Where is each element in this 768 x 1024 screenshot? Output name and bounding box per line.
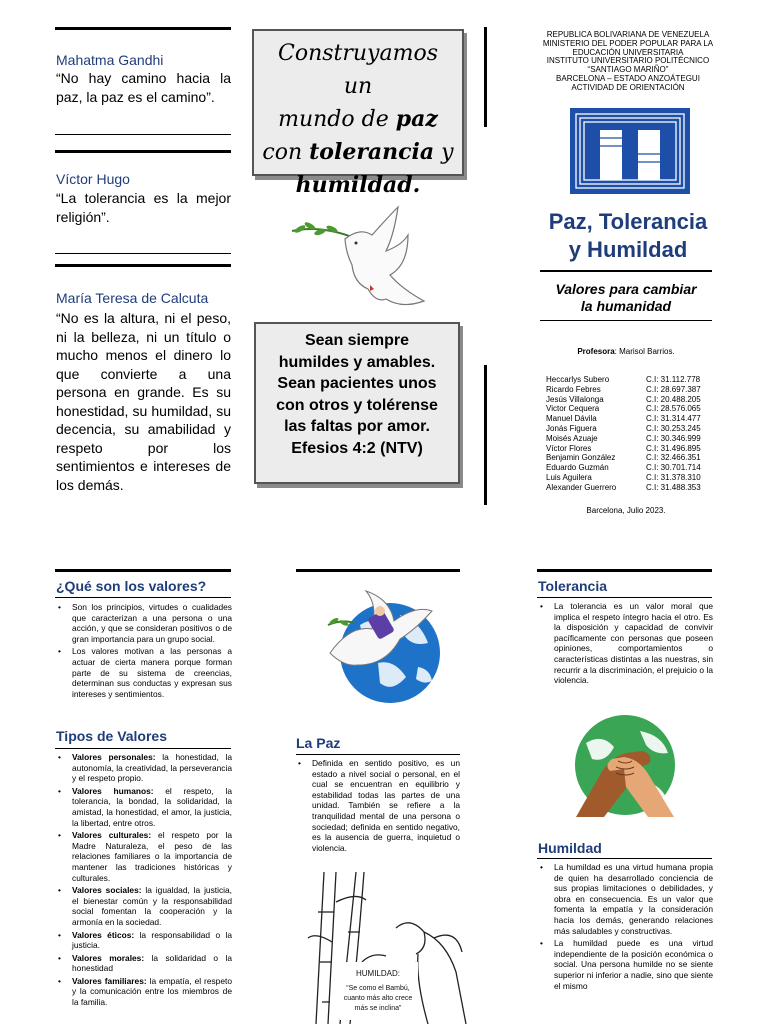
student-row — [546, 404, 701, 414]
list-item: • Definida en sentido positivo, es un estado a nivel social o personal, en el cual se encuentran en equilibrio y estabilidad todas las partes de una unidad. También se refiere a la tranquilidad mental de una persona o sociedad; definida en sentido negativo, es la ausencia de guerra, inquietud o violencia. — [296, 758, 460, 853]
value-type-description: el respeto por la Madre Naturaleza, el peso de las relaciones familiares o la importancia de mantener las tradiciones históricas y culturales. — [72, 830, 232, 883]
dove-illustration — [290, 205, 430, 315]
quote-text: “No hay camino hacia la paz, la paz es el camino”. — [56, 70, 231, 105]
drawing-caption: cuanto más alto crece — [343, 995, 413, 1002]
globe-dove-illustration — [320, 585, 442, 707]
drawing-caption: “Se como el Bambú, — [346, 985, 410, 992]
student-row — [546, 453, 701, 463]
professor: Profesora: Marisol Barrios. — [577, 347, 675, 356]
value-type-description: el respeto, la tolerancia, la bondad, la solidaridad, la amistad, la honestidad, el amor, la justicia, la libertad, entre otros. — [72, 785, 233, 828]
student-name: Luis Aguilera — [546, 472, 592, 482]
institution-header: REPUBLICA BOLIVARIANA DE VENEZUELA MINISTERIO DEL PODER POPULAR PARA LA EDUCACIÓN UNIVERSITARIA INSTITUTO UNIVERSITARIO POLITÉCNICO “SANTIAGO MARIÑO” BARCELONA – ESTADO ANZOÁTEGUI ACTIVIDAD DE ORIENTACIÓN — [542, 30, 714, 92]
student-id: C.I: 32.466.351 — [646, 453, 701, 463]
list-item — [56, 930, 232, 951]
slogan-box — [252, 29, 464, 198]
student-name: Heccarlys Subero — [546, 375, 610, 384]
paz-list — [296, 758, 460, 855]
student-id: C.I: 30.701.714 — [646, 463, 701, 473]
section-heading-paz: La Paz — [296, 735, 341, 751]
student-id: C.I: 30.346.999 — [646, 433, 701, 443]
student-name: Benjamin González — [546, 453, 616, 463]
student-id: C.I: 28.697.387 — [646, 384, 701, 394]
value-type-term: Valores éticos: — [72, 929, 135, 940]
student-name: Jonás Figuera — [546, 423, 597, 433]
student-row — [546, 473, 701, 483]
divider — [537, 597, 712, 598]
student-name: Jesús Villalonga — [546, 394, 604, 404]
divider — [484, 365, 487, 505]
value-type-description: la empatía, el respeto y la comunicación entre los miembros de la familia. — [72, 975, 232, 1008]
student-id: C.I: 28.576.065 — [646, 404, 701, 414]
list-item — [56, 885, 232, 927]
bamboo-humility-drawing — [306, 872, 476, 1024]
quote-author: Víctor Hugo — [56, 171, 130, 187]
slogan-line: humildad. — [295, 172, 421, 198]
student-name: Moisés Azuaje — [546, 433, 598, 443]
student-id: C.I: 31.378.310 — [646, 472, 701, 482]
value-type-description: la responsabilidad o la justicia. — [72, 929, 233, 951]
quote-author: María Teresa de Calcuta — [56, 290, 209, 306]
student-row — [546, 385, 701, 395]
valores-list — [56, 602, 232, 701]
student-row — [546, 395, 701, 405]
quote-text: “No es la altura, ni el peso, ni la belleza, ni un título o mucho menos el dinero lo que convierte a una persona en grande. Es su honestidad, su humildad, su decencia, su amabilidad y respeto por los sentimientos e intereses de los demás. — [56, 310, 231, 493]
list-item — [56, 786, 232, 828]
section-heading-tipos: Tipos de Valores — [56, 728, 168, 744]
list-item — [56, 752, 232, 784]
slogan-line: Construyamos un — [277, 41, 438, 99]
slogan-line: con tolerancia y — [262, 139, 454, 165]
divider — [55, 134, 231, 135]
tolerancia-list — [538, 601, 713, 688]
bible-verse-box: Sean siempre humildes y amables. Sean pacientes unos con otros y tolérense las faltas por amor. Efesios 4:2 (NTV) — [254, 322, 460, 484]
value-type-term: Valores personales: — [72, 752, 156, 762]
divider — [55, 27, 231, 30]
drawing-caption: HUMILDAD: — [355, 969, 401, 978]
section-heading-tolerancia: Tolerancia — [538, 578, 607, 594]
student-name: Alexander Guerrero — [546, 482, 617, 492]
cover-title: Paz, Tolerancia y Humildad — [548, 209, 708, 262]
drawing-caption: más se inclina” — [354, 1005, 402, 1012]
student-id: C.I: 31.496.895 — [646, 443, 701, 453]
divider — [540, 320, 712, 321]
list-item — [56, 830, 232, 883]
divider — [296, 754, 460, 755]
student-name: Victor Cequera — [546, 404, 600, 414]
divider — [55, 253, 231, 254]
quote-text: “La tolerancia es la mejor religión”. — [56, 190, 231, 225]
divider — [537, 569, 712, 572]
value-type-term: Valores humanos: — [72, 785, 154, 796]
list-item: • Son los principios, virtudes o cualidades que caracterizan a una persona o una acción, y que se consideran positivos o de gran importancia para un grupo social. — [56, 602, 232, 644]
value-type-term: Valores morales: — [72, 952, 145, 963]
student-row — [546, 463, 701, 473]
divider — [296, 569, 460, 572]
value-type-term: Valores sociales: — [72, 885, 142, 896]
divider — [55, 748, 231, 749]
quote-author: Mahatma Gandhi — [56, 52, 164, 68]
divider — [55, 150, 231, 153]
student-id: C.I: 20.488.205 — [646, 394, 701, 404]
divider — [55, 569, 231, 572]
list-item: • La humildad puede es una virtud independiente de la posición económica o social. Una persona humilde no se siente superior ni inferior a nadie, sino que siente el mismo — [538, 938, 713, 991]
student-name: Víctor Flores — [546, 443, 592, 453]
student-row — [546, 444, 701, 454]
divider — [484, 27, 487, 127]
students-list — [546, 375, 701, 493]
divider — [55, 597, 231, 598]
student-id: C.I: 31.112.778 — [646, 375, 701, 384]
student-name: Manuel Dávila — [546, 414, 597, 424]
divider — [540, 270, 712, 272]
student-id: C.I: 30.253.245 — [646, 423, 701, 433]
place-date: Barcelona, Julio 2023. — [586, 506, 666, 515]
section-heading-valores: ¿Qué son los valores? — [56, 578, 207, 594]
handshake-globe-illustration — [566, 713, 684, 817]
humildad-list — [538, 862, 713, 993]
slogan-line: mundo de paz — [278, 106, 438, 132]
value-type-description: la solidaridad o la honestidad — [72, 952, 232, 974]
student-name: Ricardo Febres — [546, 384, 601, 394]
tipos-list — [56, 752, 232, 1010]
value-type-description: la igualdad, la justicia, el bienestar común y la responsabilidad social fomentan la cooperación y la armonía en la sociedad. — [72, 885, 232, 927]
student-row — [546, 414, 701, 424]
student-id: C.I: 31.314.477 — [646, 414, 701, 424]
cover-subtitle: Valores para cambiar la humanidad — [555, 281, 697, 314]
student-name: Eduardo Guzmán — [546, 463, 609, 473]
value-type-term: Valores familiares: — [72, 975, 147, 986]
list-item: • La tolerancia es un valor moral que implica el respeto íntegro hacia el otro. Es la disposición y capacidad de convivir pacíficamente con personas que poseen opiniones, comportamientos o características distintas a las nuestras, sin recurrir a la discriminación, el prejuicio o la violencia. — [538, 601, 713, 686]
list-item: • La humildad es una virtud humana propia de quien ha desarrollado conciencia de sus propias limitaciones o debilidades, y obra en consecuencia. Es un valor que fomenta la empatía y la consideración hacia los demás, generando relaciones más saludables y constructivas. — [538, 862, 713, 936]
value-type-description: la honestidad, la autonomía, la creatividad, la perseverancia y el respeto propio. — [72, 752, 233, 784]
divider — [55, 264, 231, 267]
institution-logo — [570, 108, 690, 194]
list-item: • Los valores motivan a las personas a actuar de cierta manera porque forman parte de su sistema de creencias, determinan sus conductas y expresan sus intereses y sentimientos. — [56, 646, 232, 699]
student-row — [546, 375, 701, 385]
list-item — [56, 953, 232, 974]
value-type-term: Valores culturales: — [72, 830, 152, 841]
student-row — [546, 483, 701, 493]
section-heading-humildad: Humildad — [538, 840, 602, 856]
student-id: C.I: 31.488.353 — [646, 482, 701, 492]
student-row — [546, 434, 701, 444]
student-row — [546, 424, 701, 434]
divider — [537, 858, 712, 859]
list-item — [56, 976, 232, 1008]
